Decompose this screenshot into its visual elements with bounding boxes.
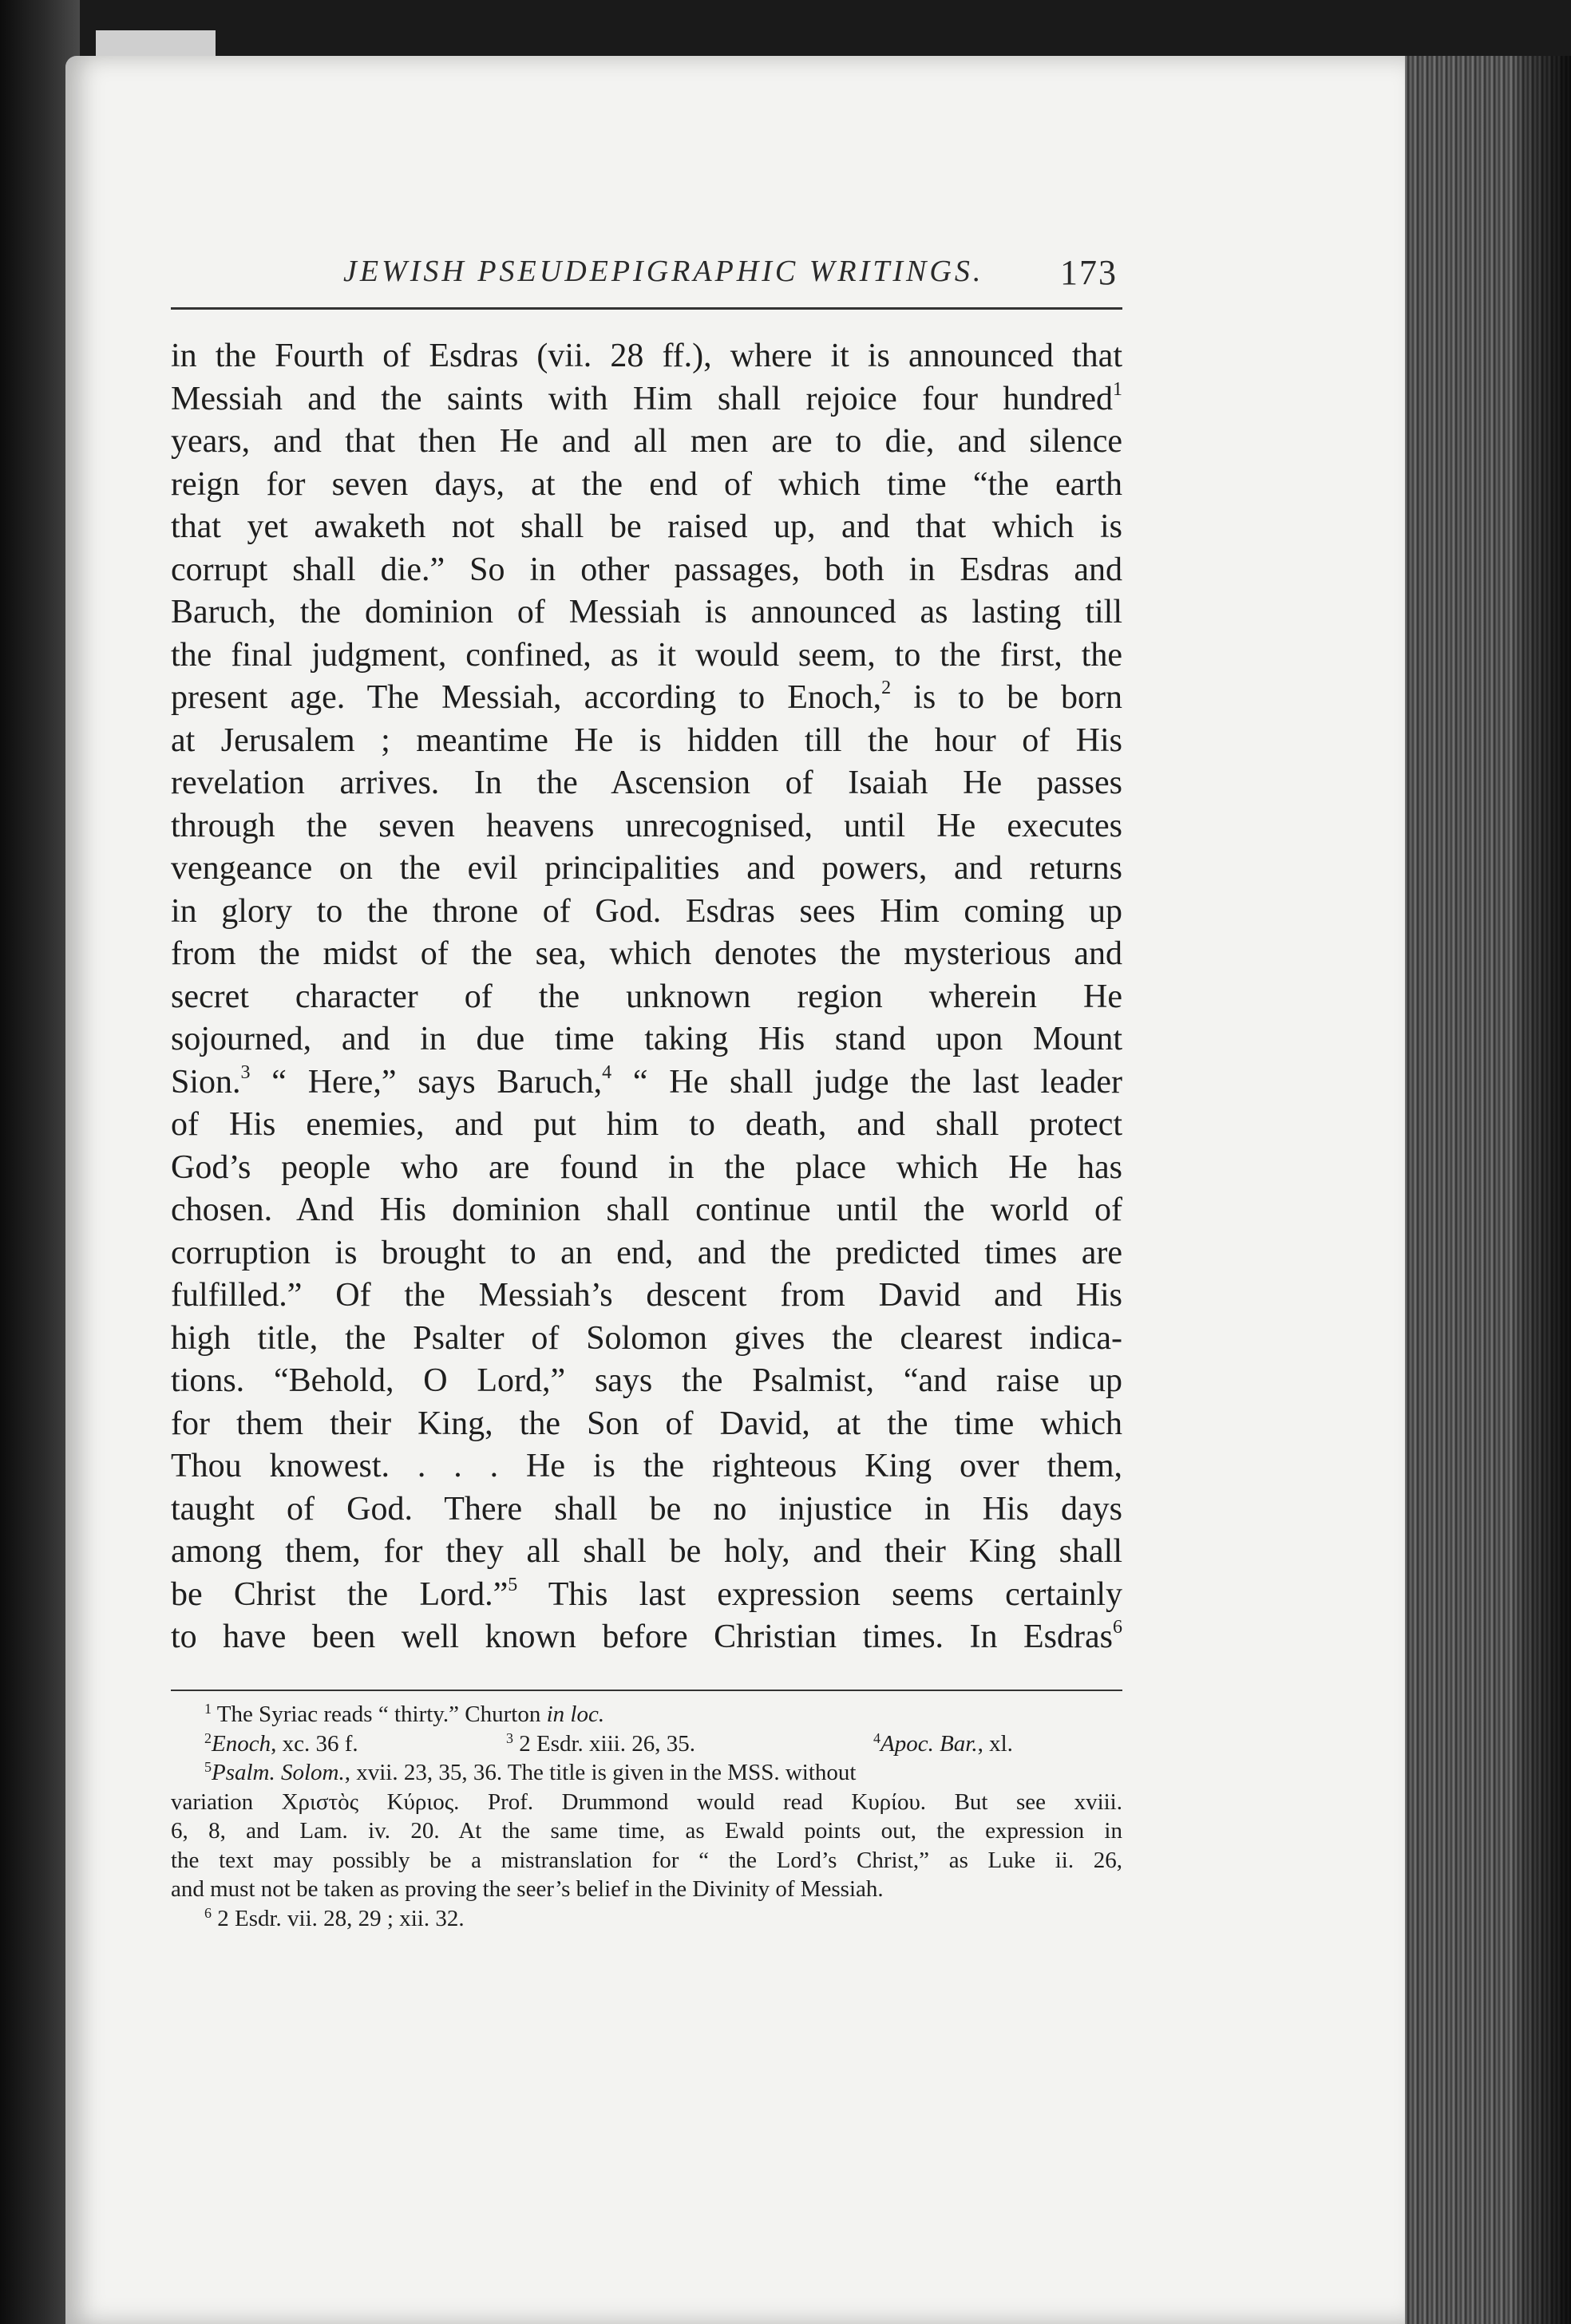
footnote-2: $^2$Enoch, xc. 36 f.: [204, 1729, 358, 1757]
page-number: 173: [1060, 253, 1118, 292]
text-line: sojourned, and in due time taking His stand upon Mount: [171, 1021, 1122, 1057]
text-line: be Christ the Lord.”$^5$ This last expression seems certainly: [171, 1574, 1123, 1613]
text-line: vengeance on the evil principalities and powers, and returns: [171, 850, 1122, 887]
text-line: tions. “Behold, O Lord,” says the Psalmist, “and raise up: [171, 1362, 1122, 1399]
text-line: for them their King, the Son of David, at the time which: [171, 1405, 1122, 1442]
footnote-ref: 4: [602, 1061, 612, 1083]
text-line: high title, the Psalter of Solomon gives the clearest indica-: [171, 1319, 1122, 1357]
footnote-5-line: 6, 8, and Lam. iv. 20. At the same time, as Ewald points out, the expression in: [171, 1818, 1122, 1844]
footnote-ref: 2: [881, 678, 892, 698]
text-line: in glory to the throne of God. Esdras sees Him coming up: [171, 892, 1122, 930]
text-line: that yet awaketh not shall be raised up, and that which is: [171, 508, 1122, 545]
text-line: of His enemies, and put him to death, and shall protect: [171, 1106, 1122, 1143]
footnote-row-2-4: [171, 1729, 1122, 1759]
text-line: God’s people who are found in the place which He has: [171, 1148, 1122, 1186]
footnotes: [171, 1700, 1122, 1933]
footnote-ref: 3: [240, 1061, 251, 1083]
footnote-6: $^6$ 2 Esdr. vii. 28, 29 ; xii. 32.: [204, 1904, 465, 1931]
header-rule: [171, 307, 1122, 310]
book-edge-shadow: [1517, 56, 1571, 2324]
text-line: at Jerusalem ; meantime He is hidden till the hour of His: [171, 721, 1122, 759]
text-line: to have been well known before Christian times. In Esdras$^6$: [171, 1617, 1122, 1655]
text-line: Messiah and the saints with Him shall rejoice four hundred$^1$: [171, 378, 1122, 417]
body-text: [171, 335, 1122, 1659]
text-line: the final judgment, confined, as it would seem, to the first, the: [171, 636, 1122, 674]
text-line: Thou knowest. . . . He is the righteous King over them,: [171, 1448, 1122, 1484]
footnote-3: $^3$ 2 Esdr. xiii. 26, 35.: [506, 1729, 695, 1757]
text-line: corruption is brought to an end, and the predicted times are: [171, 1234, 1122, 1271]
text-line: Baruch, the dominion of Messiah is announced as lasting till: [171, 594, 1122, 630]
text-line: through the seven heavens unrecognised, until He executes: [171, 807, 1122, 844]
text-line: Sion.$^3$ “ Here,” says Baruch,$^4$ “ He shall judge the last leader: [171, 1061, 1122, 1101]
text-line: reign for seven days, at the end of which time “the earth: [171, 465, 1122, 503]
text-line: chosen. And His dominion shall continue until the world of: [171, 1192, 1122, 1228]
footnote-5-line: and must not be taken as proving the seer’s belief in the Divinity of Messiah.: [171, 1876, 884, 1902]
text-line: years, and that then He and all men are to die, and silence: [171, 423, 1122, 460]
text-line: in the Fourth of Esdras (vii. 28 ff.), where it is announced that: [171, 338, 1122, 374]
footnote-5-line: variation Χριστὸς Κύριος. Prof. Drummond would read Κυρίου. But see xviii.: [171, 1788, 1122, 1815]
text-line: taught of God. There shall be no injustice in His days: [171, 1490, 1122, 1528]
footnote-1: $^1$ The Syriac reads “ thirty.” Churton in loc.: [204, 1701, 605, 1727]
text-line: among them, for they all shall be holy, and their King shall: [171, 1533, 1122, 1570]
running-head: JEWISH PSEUDEPIGRAPHIC WRITINGS.: [343, 255, 984, 288]
text-line: secret character of the unknown region wherein He: [171, 978, 1122, 1015]
text-line: from the midst of the sea, which denotes the mysterious and: [171, 935, 1122, 972]
footnote-4: $^4$Apoc. Bar., xl.: [873, 1729, 1013, 1757]
footnote-ref: 1: [1113, 378, 1122, 400]
text-line: present age. The Messiah, according to Enoch,$^2$ is to be born: [171, 678, 1123, 716]
footnote-rule: [171, 1690, 1122, 1691]
text-line: revelation arrives. In the Ascension of Isaiah He passes: [171, 765, 1122, 801]
footnote-ref: 5: [508, 1574, 518, 1595]
footnote-ref: 6: [1113, 1617, 1122, 1638]
text-line: fulfilled.” Of the Messiah’s descent from David and His: [171, 1277, 1122, 1314]
footnote-5: $^5$Psalm. Solom., xvii. 23, 35, 36. The title is given in the MSS. without: [204, 1759, 857, 1785]
footnote-5-line: the text may possibly be a mistranslation for “ the Lord’s Christ,” as Luke ii. 26,: [171, 1847, 1122, 1873]
text-line: corrupt shall die.” So in other passages, both in Esdras and: [171, 551, 1122, 588]
